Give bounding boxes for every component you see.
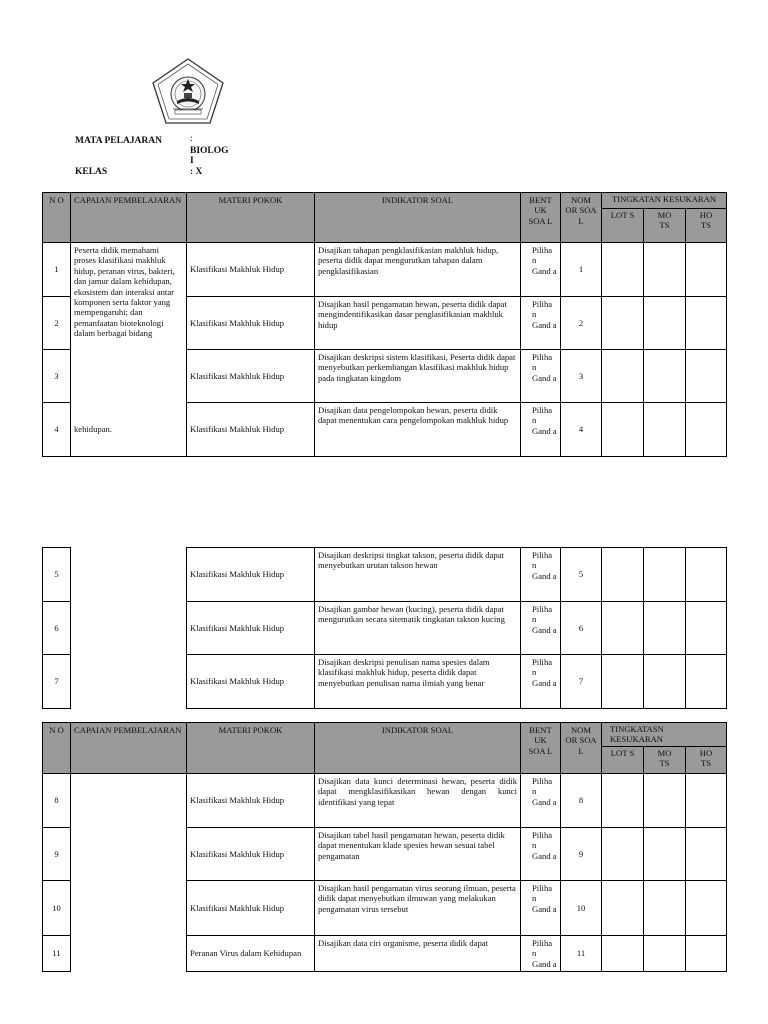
class-label: KELAS xyxy=(75,167,108,177)
header-no: N O xyxy=(43,723,71,774)
row-mots xyxy=(644,403,686,457)
row-nomor: 1 xyxy=(561,243,602,297)
row-hots xyxy=(686,602,727,655)
header-no: N O xyxy=(43,193,71,243)
row-lots xyxy=(602,403,644,457)
header-nomor: NOM OR SOA L xyxy=(561,193,602,243)
row-no: 9 xyxy=(43,828,71,881)
row-indikator: Disajikan data ciri organisme, peserta didik dapat xyxy=(315,936,521,972)
row-indikator: Disajikan hasil pengamatan hewan, peserta didik dapat mengindentifikasikan dasar penglasifikasian makhluk hidup xyxy=(315,297,521,350)
row-bentuk: Piliha n Gand a xyxy=(521,297,561,350)
row-no: 7 xyxy=(43,655,71,709)
row-bentuk: Piliha n Gand a xyxy=(521,881,561,936)
row-no: 2 xyxy=(43,297,71,350)
header-indikator: INDIKATOR SOAL xyxy=(315,723,521,774)
row-mots xyxy=(644,602,686,655)
row-lots xyxy=(602,828,644,881)
row-no: 8 xyxy=(43,774,71,828)
row-mots xyxy=(644,774,686,828)
header-lots: LOT S xyxy=(602,209,644,243)
header-indikator: INDIKATOR SOAL xyxy=(315,193,521,243)
header-mots: MO TS xyxy=(644,209,686,243)
row-hots xyxy=(686,548,727,602)
header-hots: HO TS xyxy=(686,209,727,243)
row-lots xyxy=(602,243,644,297)
row-lots xyxy=(602,297,644,350)
row-hots xyxy=(686,828,727,881)
row-lots xyxy=(602,350,644,403)
row-mots xyxy=(644,297,686,350)
class-value: : X xyxy=(190,167,203,177)
header-capaian: CAPAIAN PEMBELAJARAN xyxy=(71,723,187,774)
row-nomor: 6 xyxy=(561,602,602,655)
capaian-blank xyxy=(71,548,187,709)
capaian-blank xyxy=(71,774,187,972)
row-indikator: Disajikan deskripsi tingkat takson, peserta didik dapat menyebutkan urutan takson hewan xyxy=(315,548,521,602)
row-hots xyxy=(686,297,727,350)
row-bentuk: Piliha n Gand a xyxy=(521,403,561,457)
row-bentuk: Piliha n Gand a xyxy=(521,602,561,655)
row-materi: Klasifikasi Makhluk Hidup xyxy=(187,548,315,602)
row-lots xyxy=(602,602,644,655)
row-hots xyxy=(686,774,727,828)
row-nomor: 8 xyxy=(561,774,602,828)
row-mots xyxy=(644,548,686,602)
row-bentuk: Piliha n Gand a xyxy=(521,655,561,709)
row-hots xyxy=(686,350,727,403)
row-materi: Klasifikasi Makhluk Hidup xyxy=(187,774,315,828)
subject-colon: : xyxy=(190,134,193,144)
row-bentuk: Piliha n Gand a xyxy=(521,774,561,828)
row-lots xyxy=(602,655,644,709)
row-lots xyxy=(602,774,644,828)
row-lots xyxy=(602,936,644,972)
header-mots: MO TS xyxy=(644,747,686,774)
table-row xyxy=(43,403,727,457)
row-hots xyxy=(686,655,727,709)
row-bentuk: Piliha n Gand a xyxy=(521,243,561,297)
row-mots xyxy=(644,881,686,936)
row-nomor: 4 xyxy=(561,403,602,457)
row-hots xyxy=(686,881,727,936)
row-hots xyxy=(686,403,727,457)
row-indikator: Disajikan data kunci determinasi hewan, peserta didik dapat mengklasifikasikan hewan dengan kunci identifikasi yang tepat xyxy=(315,774,521,828)
row-no: 3 xyxy=(43,350,71,403)
question-grid-table-2 xyxy=(42,547,727,709)
row-nomor: 3 xyxy=(561,350,602,403)
header-tingkat: TINGKATASN KESUKARAN xyxy=(602,723,727,747)
header-bentuk: BENT UK SOA L xyxy=(521,723,561,774)
subject-value: BIOLOG I xyxy=(190,146,229,166)
table-row xyxy=(43,774,727,828)
row-no: 5 xyxy=(43,548,71,602)
row-materi: Klasifikasi Makhluk Hidup xyxy=(187,602,315,655)
row-mots xyxy=(644,350,686,403)
row-mots xyxy=(644,243,686,297)
row-materi: Klasifikasi Makhluk Hidup xyxy=(187,828,315,881)
row-materi: Klasifikasi Makhluk Hidup xyxy=(187,243,315,297)
row-lots xyxy=(602,881,644,936)
row-bentuk: Piliha n Gand a xyxy=(521,936,561,972)
institution-logo xyxy=(151,57,225,125)
row-mots xyxy=(644,936,686,972)
row-materi: Klasifikasi Makhluk Hidup xyxy=(187,350,315,403)
row-nomor: 9 xyxy=(561,828,602,881)
row-indikator: Disajikan tahapan pengklasifikasian makhluk hidup, peserta didik dapat mengurutkan tahapan dalam pengklasifikasian xyxy=(315,243,521,297)
row-hots xyxy=(686,936,727,972)
row-nomor: 5 xyxy=(561,548,602,602)
row-nomor: 11 xyxy=(561,936,602,972)
row-bentuk: Piliha n Gand a xyxy=(521,828,561,881)
row-indikator: Disajikan deskripsi sistem klasifikasi, Peserta didik dapat menyebutkan perkembangan klasifikasi makhluk hidup pada tingkatan kingdom xyxy=(315,350,521,403)
row-no: 10 xyxy=(43,881,71,936)
table-row xyxy=(43,243,727,297)
row-indikator: Disajikan hasil pengamatan virus seorang ilmuan, peserta didik dapat menyebutkan ilmuwan yang melakukan pengamatan virus tersebut xyxy=(315,881,521,936)
question-grid-table-3 xyxy=(42,722,727,972)
row-hots xyxy=(686,243,727,297)
row-materi: Klasifikasi Makhluk Hidup xyxy=(187,403,315,457)
row-indikator: Disajikan tabel hasil pengamatan hewan, peserta didik dapat menentukan klade spesies hewan sesuai tabel pengamatan xyxy=(315,828,521,881)
row-no: 11 xyxy=(43,936,71,972)
row-no: 1 xyxy=(43,243,71,297)
capaian-tail: kehidupan. xyxy=(71,403,187,457)
row-no: 4 xyxy=(43,403,71,457)
row-indikator: Disajikan gambar hewan (kucing), peserta didik dapat mengurutkan secara sitematik tingkatan takson kucing xyxy=(315,602,521,655)
row-indikator: Disajikan deskripsi penulisan nama spesies dalam klasifikasi makhluk hidup, peserta didik dapat menyebutkan penulisan nama ilmiah yang benar xyxy=(315,655,521,709)
row-materi: Peranan Virus dalam Kehidupan xyxy=(187,936,315,972)
row-no: 6 xyxy=(43,602,71,655)
row-bentuk: Piliha n Gand a xyxy=(521,350,561,403)
header-bentuk: BENT UK SOA L xyxy=(521,193,561,243)
header-materi: MATERI POKOK xyxy=(187,193,315,243)
row-materi: Klasifikasi Makhluk Hidup xyxy=(187,297,315,350)
header-nomor: NOM OR SOA L xyxy=(561,723,602,774)
row-nomor: 2 xyxy=(561,297,602,350)
header-hots: HO TS xyxy=(686,747,727,774)
table-row xyxy=(43,548,727,602)
header-materi: MATERI POKOK xyxy=(187,723,315,774)
question-grid-table-1 xyxy=(42,192,727,457)
header-capaian: CAPAIAN PEMBELAJARAN xyxy=(71,193,187,243)
row-mots xyxy=(644,828,686,881)
row-nomor: 10 xyxy=(561,881,602,936)
row-mots xyxy=(644,655,686,709)
header-tingkat: TINGKATAN KESUKARAN xyxy=(602,193,727,209)
row-nomor: 7 xyxy=(561,655,602,709)
header-lots: LOT S xyxy=(602,747,644,774)
row-bentuk: Piliha n Gand a xyxy=(521,548,561,602)
row-indikator: Disajikan data pengelompokan hewan, peserta didik dapat menentukan cara pengelompokan makhluk hidup xyxy=(315,403,521,457)
capaian-text: Peserta didik memahami proses klasifikasi makhluk hidup, peranan virus, bakteri, dan jamur dalam kehidupan, ekosistem dan interaksi antar komponen serta faktor yang mempengaruhi; dan pemanfaatan bioteknologi dalam berbagai bidang xyxy=(71,243,187,403)
row-lots xyxy=(602,548,644,602)
subject-label: MATA PELAJARAN xyxy=(75,136,162,146)
row-materi: Klasifikasi Makhluk Hidup xyxy=(187,881,315,936)
row-materi: Klasifikasi Makhluk Hidup xyxy=(187,655,315,709)
